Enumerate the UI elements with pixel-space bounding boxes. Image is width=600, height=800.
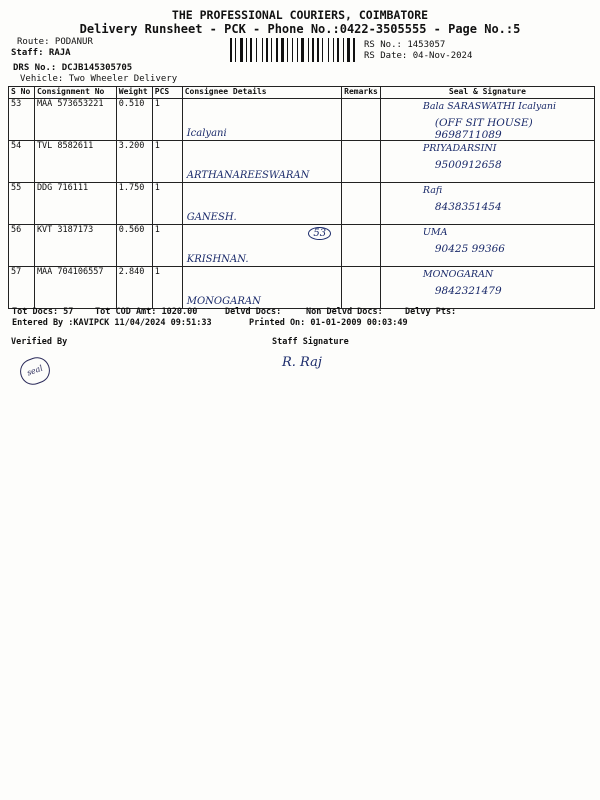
- barcode-bar: [256, 38, 257, 62]
- cell-pcs: 1: [152, 99, 182, 141]
- barcode-bar: [305, 38, 307, 62]
- col-sno: S No: [9, 87, 35, 99]
- barcode-bar: [345, 38, 346, 62]
- staff-signature-handwriting: R. Raj: [282, 355, 322, 370]
- barcode-bar: [320, 38, 321, 62]
- cell-pcs: 1: [152, 183, 182, 225]
- cell-pcs: 1: [152, 225, 182, 267]
- cell-sno: 53: [9, 99, 35, 141]
- barcode-bar: [276, 38, 278, 62]
- cell-consignment: DDG 716111: [34, 183, 116, 225]
- barcode-bar: [353, 38, 355, 62]
- barcode-bar: [335, 38, 336, 62]
- delivered-docs: Delvd Docs:: [225, 307, 282, 317]
- barcode-bar: [279, 38, 280, 62]
- signature-line-1: PRIYADARSINI: [422, 143, 497, 154]
- cell-pcs: 1: [152, 141, 182, 183]
- cell-consignment: MAA 573653221: [34, 99, 116, 141]
- barcode-bar: [273, 38, 275, 62]
- non-delivered-docs: Non Delvd Docs:: [306, 307, 383, 317]
- cell-sno: 54: [9, 141, 35, 183]
- signature-line-2: (OFF SIT HOUSE) 9698711089: [434, 117, 533, 141]
- cell-consignee: [182, 225, 341, 267]
- barcode-bar: [308, 38, 309, 62]
- total-docs: Tot Docs: 57: [12, 307, 74, 317]
- col-remarks: Remarks: [342, 87, 381, 99]
- cell-remarks: [342, 267, 381, 309]
- barcode-bar: [294, 38, 296, 62]
- barcode-bar: [337, 38, 339, 62]
- barcode-bar: [289, 38, 291, 62]
- consignee-handwriting: KRISHNAN.: [186, 254, 249, 265]
- barcode: [230, 38, 358, 62]
- barcode-bar: [269, 38, 270, 62]
- barcode-bar: [264, 38, 265, 62]
- total-cod-amount: Tot COD Amt: 1020.00: [95, 307, 198, 317]
- barcode-bar: [312, 38, 314, 62]
- col-consignment: Consignment No: [34, 87, 116, 99]
- cell-remarks: [342, 99, 381, 141]
- barcode-bar: [287, 38, 288, 62]
- entered-by: Entered By :KAVIPCK 11/04/2024 09:51:33: [12, 318, 212, 328]
- signature-line-1: Rafi: [422, 185, 443, 196]
- consignee-handwriting: MONOGARAN: [186, 296, 261, 307]
- barcode-bar: [248, 38, 249, 62]
- barcode-bar: [240, 38, 243, 62]
- barcode-bar: [351, 38, 352, 62]
- cell-remarks: [342, 225, 381, 267]
- barcode-bar: [244, 38, 245, 62]
- barcode-bar: [292, 38, 293, 62]
- barcode-bar: [310, 38, 311, 62]
- verification-stamp: seal: [16, 354, 53, 389]
- table-row: [9, 225, 595, 267]
- drs-number: DRS No.: DCJB145305705: [13, 63, 133, 73]
- barcode-bar: [322, 38, 323, 62]
- cell-signature: [380, 225, 594, 267]
- cell-remarks: [342, 141, 381, 183]
- cell-consignment: TVL 8582611: [34, 141, 116, 183]
- barcode-bar: [271, 38, 272, 62]
- consignee-handwriting: ARTHANAREESWARAN: [186, 170, 310, 181]
- col-pcs: PCS: [152, 87, 182, 99]
- cell-consignee: [182, 267, 341, 309]
- barcode-bar: [333, 38, 334, 62]
- barcode-bar: [347, 38, 350, 62]
- signature-line-2: 8438351454: [434, 201, 502, 213]
- signature-line-1: UMA: [422, 227, 448, 238]
- table-row: [9, 183, 595, 225]
- signature-line-2: 90425 99366: [434, 243, 505, 255]
- barcode-bar: [301, 38, 304, 62]
- cell-signature: [380, 141, 594, 183]
- barcode-bar: [230, 38, 232, 62]
- barcode-bar: [340, 38, 342, 62]
- cell-sno: 57: [9, 267, 35, 309]
- runsheet-title: Delivery Runsheet - PCK - Phone No.:0422-3505555 - Page No.:5: [79, 22, 521, 36]
- cell-sno: 56: [9, 225, 35, 267]
- rs-number: RS No.: 1453057: [364, 40, 446, 50]
- barcode-bar: [258, 38, 261, 62]
- signature-line-1: Bala SARASWATHI Icalyani: [422, 101, 557, 112]
- table-row: [9, 267, 595, 309]
- barcode-bar: [262, 38, 263, 62]
- cell-weight: 1.750: [116, 183, 152, 225]
- cell-remarks: [342, 183, 381, 225]
- barcode-bar: [281, 38, 284, 62]
- barcode-bar: [266, 38, 268, 62]
- barcode-bar: [343, 38, 344, 62]
- staff-signature-label: Staff Signature: [272, 337, 349, 347]
- barcode-bar: [285, 38, 286, 62]
- barcode-bar: [328, 38, 329, 62]
- barcode-bar: [235, 38, 236, 62]
- barcode-bar: [246, 38, 247, 62]
- verified-by-label: Verified By: [11, 337, 68, 347]
- signature-line-2: 9842321479: [434, 285, 502, 297]
- barcode-bar: [233, 38, 234, 62]
- signature-line-1: MONOGARAN: [422, 269, 494, 280]
- barcode-bar: [317, 38, 319, 62]
- delivery-points: Delvy Pts:: [405, 307, 457, 317]
- cell-signature: [380, 183, 594, 225]
- cell-weight: 3.200: [116, 141, 152, 183]
- cell-consignment: KVT 3187173: [34, 225, 116, 267]
- cell-consignee: [182, 183, 341, 225]
- runsheet-table: [8, 86, 595, 309]
- cell-signature: [380, 267, 594, 309]
- route-label: Route: PODANUR: [17, 37, 93, 47]
- cell-weight: 0.510: [116, 99, 152, 141]
- staff-label: Staff: RAJA: [11, 48, 71, 58]
- col-signature: Seal & Signature: [380, 87, 594, 99]
- cell-consignee: [182, 99, 341, 141]
- cell-consignee: [182, 141, 341, 183]
- barcode-bar: [315, 38, 316, 62]
- circled-mark: 53: [308, 227, 331, 240]
- barcode-bar: [250, 38, 252, 62]
- col-weight: Weight: [116, 87, 152, 99]
- cell-weight: 0.560: [116, 225, 152, 267]
- company-name: THE PROFESSIONAL COURIERS, COIMBATORE: [171, 8, 429, 22]
- consignee-handwriting: GANESH.: [186, 212, 237, 223]
- barcode-bar: [297, 38, 298, 62]
- cell-pcs: 1: [152, 267, 182, 309]
- col-consignee: Consignee Details: [182, 87, 341, 99]
- barcode-bar: [253, 38, 255, 62]
- vehicle-label: Vehicle: Two Wheeler Delivery: [20, 74, 178, 84]
- signature-line-2: 9500912658: [434, 159, 502, 171]
- barcode-bar: [237, 38, 239, 62]
- barcode-bar: [330, 38, 332, 62]
- barcode-bar: [299, 38, 300, 62]
- cell-consignment: MAA 704106557: [34, 267, 116, 309]
- cell-weight: 2.840: [116, 267, 152, 309]
- barcode-bar: [324, 38, 327, 62]
- consignee-handwriting: Icalyani: [186, 128, 227, 139]
- table-header-row: [9, 87, 595, 99]
- rs-date: RS Date: 04-Nov-2024: [364, 51, 473, 61]
- cell-signature: [380, 99, 594, 141]
- cell-sno: 55: [9, 183, 35, 225]
- barcode-bar: [356, 38, 357, 62]
- printed-on: Printed On: 01-01-2009 00:03:49: [249, 318, 408, 328]
- table-row: [9, 141, 595, 183]
- table-row: [9, 99, 595, 141]
